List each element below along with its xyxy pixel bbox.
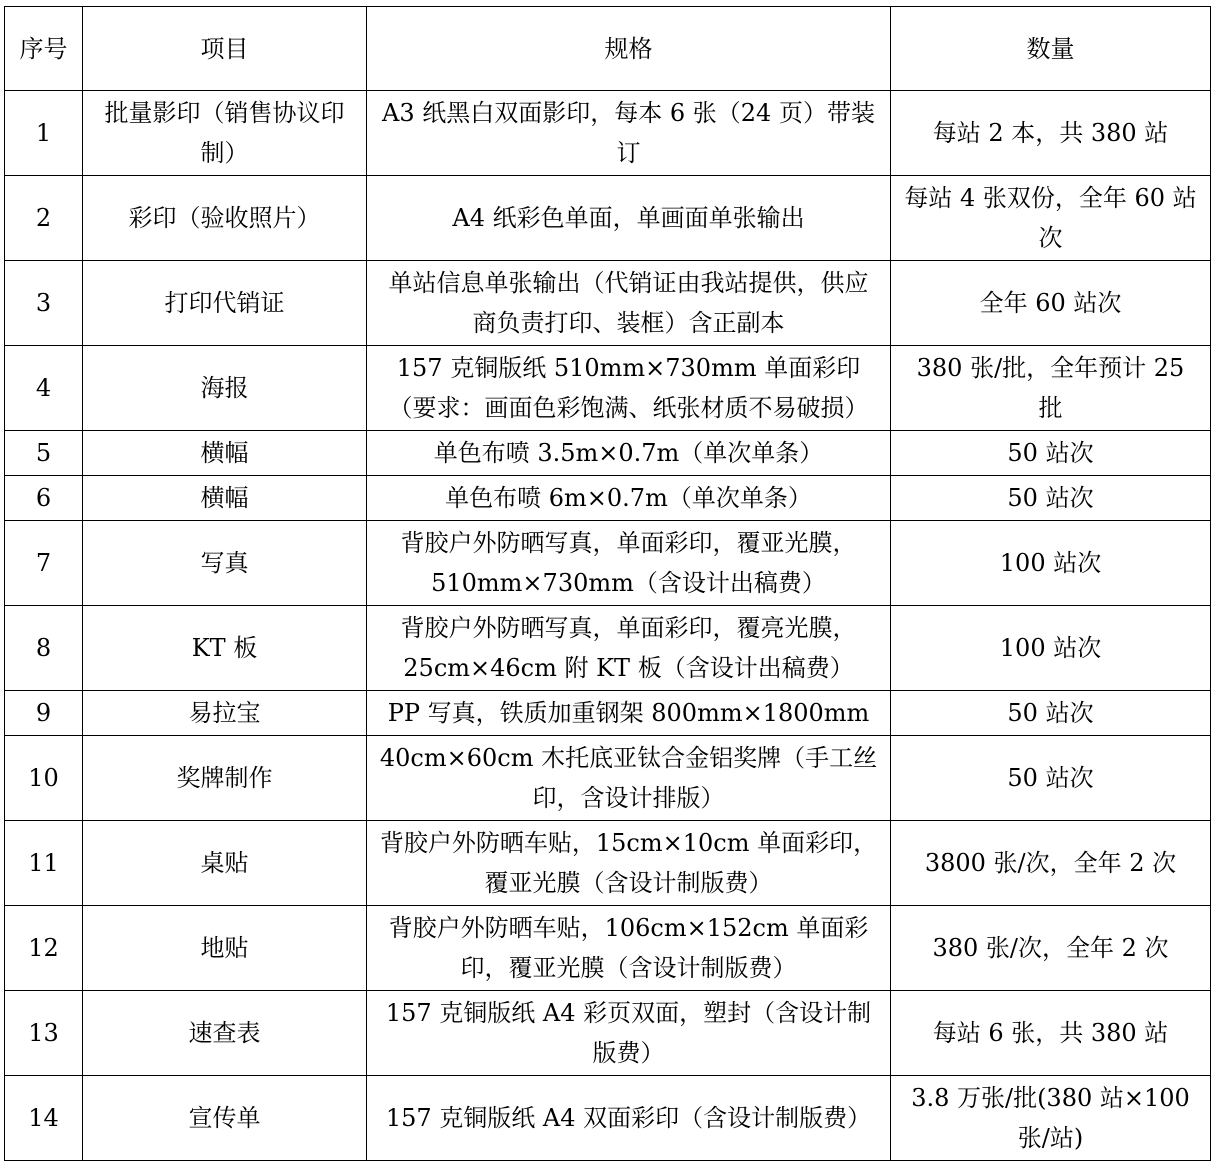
table-row [5,736,1211,821]
cell-spec: 单色布喷 3.5m×0.7m（单次单条） [367,431,891,476]
cell-item: 批量影印（销售协议印制） [83,91,367,176]
cell-quantity: 50 站次 [891,431,1211,476]
cell-item: 横幅 [83,476,367,521]
table-row [5,346,1211,431]
cell-quantity: 50 站次 [891,476,1211,521]
cell-serial: 10 [5,736,83,821]
cell-serial: 12 [5,906,83,991]
header-spec: 规格 [367,7,891,91]
header-serial: 序号 [5,7,83,91]
cell-serial: 6 [5,476,83,521]
cell-serial: 3 [5,261,83,346]
header-row [5,7,1211,91]
cell-quantity: 3800 张/次，全年 2 次 [891,821,1211,906]
table-row [5,606,1211,691]
cell-spec: 157 克铜版纸 510mm×730mm 单面彩印（要求：画面色彩饱满、纸张材质不易破损） [367,346,891,431]
cell-serial: 13 [5,991,83,1076]
cell-quantity: 380 张/次，全年 2 次 [891,906,1211,991]
cell-quantity: 50 站次 [891,691,1211,736]
cell-quantity: 100 站次 [891,521,1211,606]
cell-serial: 11 [5,821,83,906]
cell-serial: 7 [5,521,83,606]
cell-serial: 2 [5,176,83,261]
cell-spec: A4 纸彩色单面，单画面单张输出 [367,176,891,261]
cell-spec: 背胶户外防晒写真，单面彩印，覆亮光膜，25cm×46cm 附 KT 板（含设计出稿费） [367,606,891,691]
cell-item: 桌贴 [83,821,367,906]
cell-quantity: 每站 2 本，共 380 站 [891,91,1211,176]
cell-quantity: 50 站次 [891,736,1211,821]
cell-spec: 157 克铜版纸 A4 彩页双面，塑封（含设计制版费） [367,991,891,1076]
cell-item: 打印代销证 [83,261,367,346]
materials-table [4,6,1211,1161]
cell-spec: 157 克铜版纸 A4 双面彩印（含设计制版费） [367,1076,891,1161]
table-row [5,521,1211,606]
cell-quantity: 全年 60 站次 [891,261,1211,346]
cell-item: 横幅 [83,431,367,476]
cell-quantity: 380 张/批，全年预计 25 批 [891,346,1211,431]
cell-quantity: 100 站次 [891,606,1211,691]
header-item: 项目 [83,7,367,91]
table-row [5,691,1211,736]
cell-quantity: 每站 4 张双份，全年 60 站次 [891,176,1211,261]
cell-serial: 1 [5,91,83,176]
cell-spec: A3 纸黑白双面影印，每本 6 张（24 页）带装订 [367,91,891,176]
cell-item: 写真 [83,521,367,606]
cell-spec: 单色布喷 6m×0.7m（单次单条） [367,476,891,521]
cell-spec: 单站信息单张输出（代销证由我站提供，供应商负责打印、装框）含正副本 [367,261,891,346]
cell-serial: 8 [5,606,83,691]
cell-quantity: 每站 6 张，共 380 站 [891,991,1211,1076]
cell-item: KT 板 [83,606,367,691]
cell-item: 奖牌制作 [83,736,367,821]
cell-spec: 背胶户外防晒车贴，106cm×152cm 单面彩印，覆亚光膜（含设计制版费） [367,906,891,991]
table-row [5,821,1211,906]
cell-serial: 4 [5,346,83,431]
cell-item: 海报 [83,346,367,431]
cell-spec: 背胶户外防晒写真，单面彩印，覆亚光膜，510mm×730mm（含设计出稿费） [367,521,891,606]
table-row [5,91,1211,176]
cell-item: 彩印（验收照片） [83,176,367,261]
cell-item: 宣传单 [83,1076,367,1161]
cell-spec: 背胶户外防晒车贴，15cm×10cm 单面彩印，覆亚光膜（含设计制版费） [367,821,891,906]
table-row [5,991,1211,1076]
cell-serial: 9 [5,691,83,736]
cell-item: 易拉宝 [83,691,367,736]
table-row [5,1076,1211,1161]
cell-item: 地贴 [83,906,367,991]
table-row [5,476,1211,521]
table-row [5,906,1211,991]
cell-serial: 14 [5,1076,83,1161]
cell-spec: 40cm×60cm 木托底亚钛合金铝奖牌（手工丝印，含设计排版） [367,736,891,821]
cell-quantity: 3.8 万张/批(380 站×100 张/站) [891,1076,1211,1161]
cell-serial: 5 [5,431,83,476]
table-wrapper [4,6,1211,1161]
cell-spec: PP 写真，铁质加重钢架 800mm×1800mm [367,691,891,736]
table-row [5,261,1211,346]
table-row [5,431,1211,476]
cell-item: 速查表 [83,991,367,1076]
table-row [5,176,1211,261]
header-quantity: 数量 [891,7,1211,91]
